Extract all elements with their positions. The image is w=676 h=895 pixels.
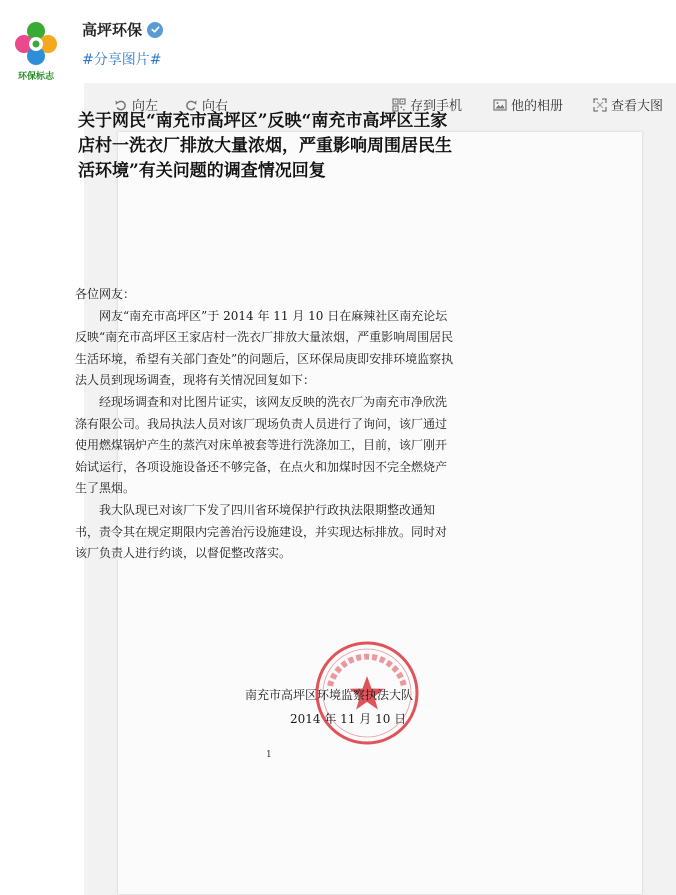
page-number: 1 [266, 750, 272, 760]
verified-badge-icon [147, 22, 163, 38]
their-album-button[interactable] [493, 95, 563, 114]
expand-icon [593, 98, 607, 112]
eco-logo-icon [8, 18, 64, 68]
rotate-left-label: 向左 [132, 99, 159, 114]
view-large-button[interactable] [593, 95, 663, 114]
avatar[interactable] [8, 18, 64, 82]
document-body [75, 284, 456, 565]
album-icon [493, 98, 507, 112]
document-paragraph: 网友“南充市高坪区”于 2014 年 11 月 10 日在麻辣社区南充论坛反映“南充市高坪区王家店村一洗衣厂排放大量浓烟，严重影响周围居民生活环境，希望有关部门查处”的问题后，区环保局庚即安排环境监察执法人员到现场调查，现将有关情况回复如下： [75, 308, 454, 388]
user-name-link[interactable] [82, 19, 163, 40]
save-to-phone-label: 存到手机 [410, 99, 463, 114]
document-title: 关于网民“南充市高坪区”反映“南充市高坪区王家店村一洗衣厂排放大量浓烟，严重影响周围居民生活环境”有关问题的调查情况回复 [78, 111, 452, 181]
document-signature [240, 683, 500, 731]
their-album-label: 他的相册 [511, 99, 564, 114]
view-large-label: 查看大图 [611, 99, 664, 114]
topic-link[interactable]: #分享图片# [82, 52, 162, 68]
rotate-right-label: 向右 [202, 99, 229, 114]
avatar-caption: 环保标志 [17, 72, 54, 82]
user-name: 高坪环保 [82, 21, 143, 39]
signature-organization: 南充市高坪区环境监察执法大队 [245, 688, 414, 702]
signature-date: 2014 年 11 月 10 日 [290, 712, 407, 726]
document-paragraph: 我大队现已对该厂下发了四川省环境保护行政执法限期整改通知书，责令其在规定期限内完善治污设施建设，并实现达标排放。同时对该厂负责人进行约谈，以督促整改落实。 [75, 502, 448, 561]
document-greeting: 各位网友： [75, 287, 136, 301]
document-paragraph: 经现场调查和对比图片证实，该网友反映的洗衣厂为南充市净欣洗涤有限公司。我局执法人员对该厂现场负责人员进行了询问，该厂通过使用燃煤锅炉产生的蒸汽对床单被套等进行洗涤加工，目前，该厂刚开始试运行，各项设施设备还不够完备，在点火和加煤时因不完全燃烧产生了黑烟。 [75, 394, 448, 496]
